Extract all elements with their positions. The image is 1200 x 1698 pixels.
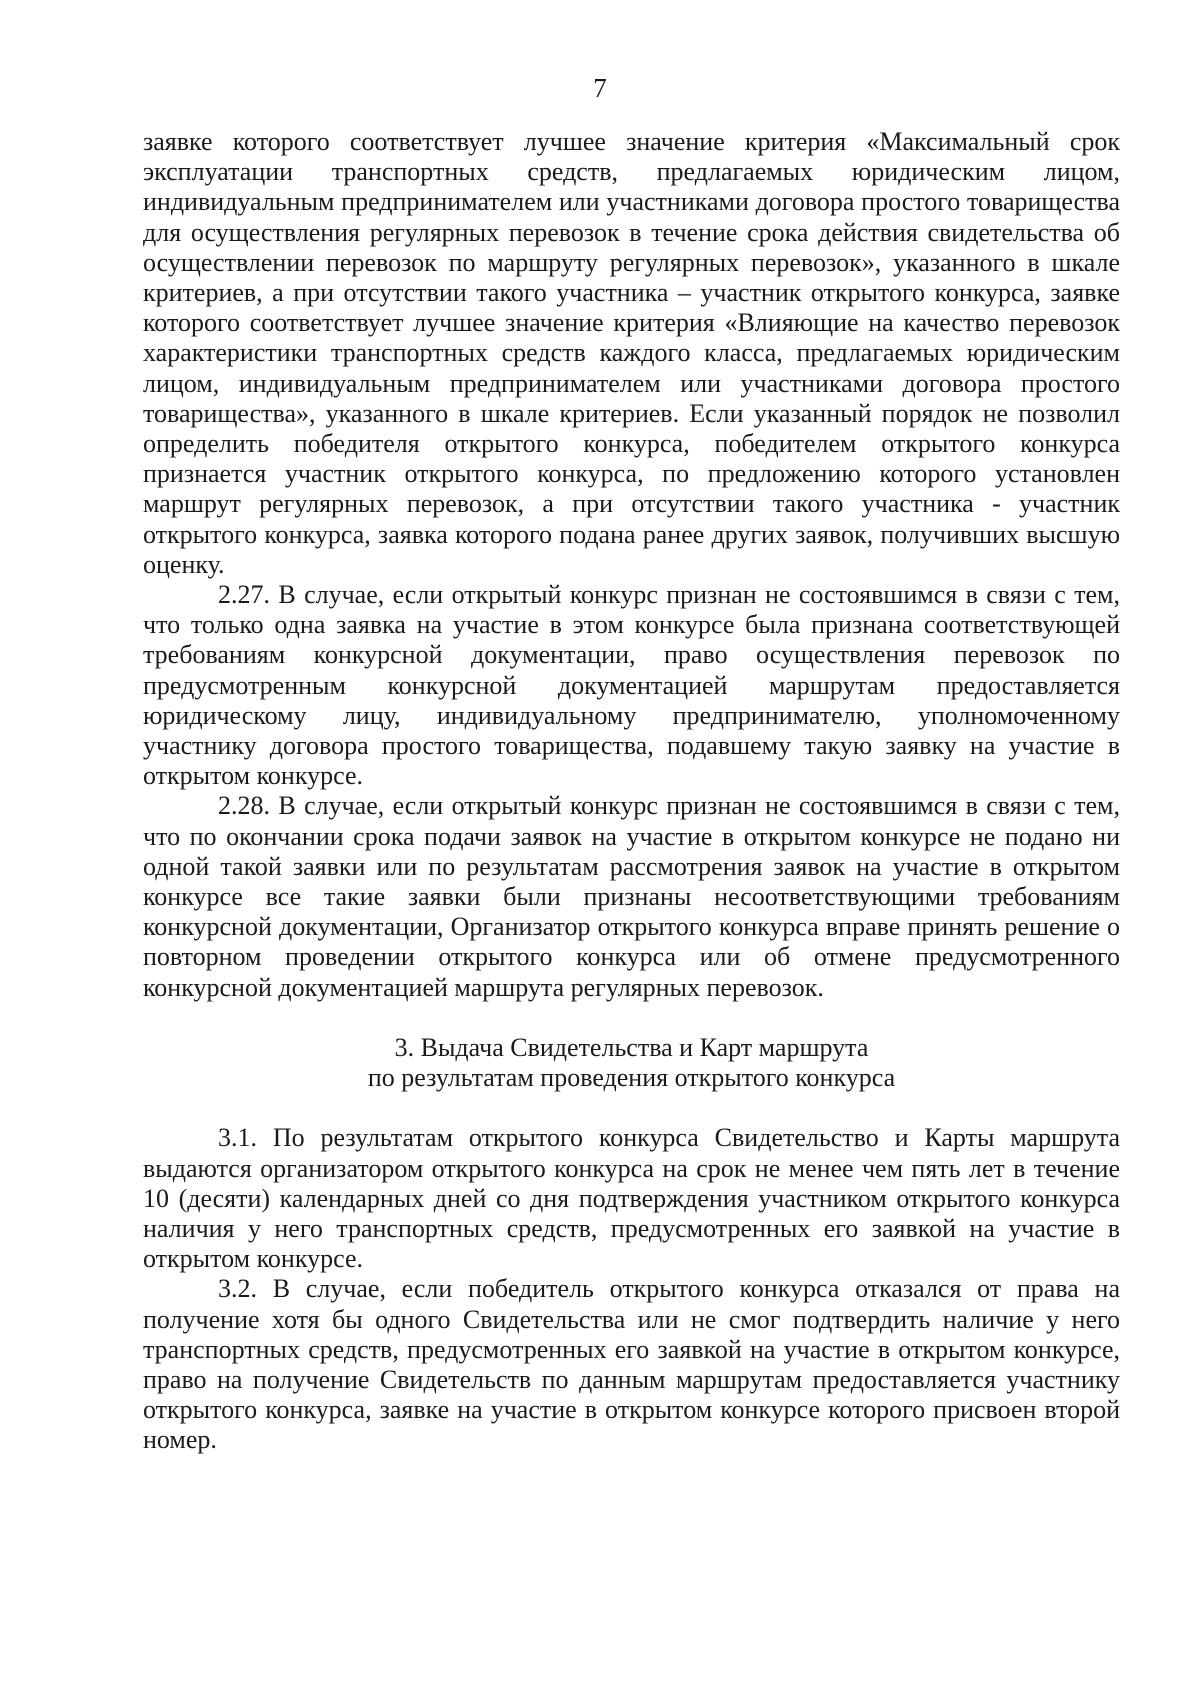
section-3-heading-line-2: по результатам проведения открытого конкурса — [367, 1063, 896, 1093]
paragraph-3-2: 3.2. В случае, если победитель открытого конкурса отказался от права на получение хотя бы одного Свидетельства или не смог подтвердить наличие у него транспортных средств, предусмотренных его заявкой на участие в открытом конкурсе, право на получение Свидетельств по данным маршрутам предоставляется участнику открытого конкурса, заявке на участие в открытом конкурсе которого присвоен второй номер. — [143, 1274, 1120, 1455]
page-number: 7 — [593, 73, 607, 103]
section-3-heading — [143, 1033, 1120, 1093]
paragraph-3-1: 3.1. По результатам открытого конкурса Свидетельство и Карты маршрута выдаются организатором открытого конкурса на срок не менее чем пять лет в течение 10 (десяти) календарных дней со дня подтверждения участником открытого конкурса наличия у него транспортных средств, предусмотренных его заявкой на участие в открытом конкурсе. — [143, 1123, 1120, 1274]
section-3-heading-line-1: 3. Выдача Свидетельства и Карт маршрута — [394, 1032, 869, 1062]
document-body — [143, 127, 1120, 1456]
paragraph-2-27: 2.27. В случае, если открытый конкурс признан не состоявшимся в связи с тем, что только одна заявка на участие в этом конкурсе была признана соответствующей требованиям конкурсной документации, право осуществления перевозок по предусмотренным конкурсной документацией маршрутам предоставляется юридическому лицу, индивидуальному предпринимателю, уполномоченному участнику договора простого товарищества, подавшему такую заявку на участие в открытом конкурсе. — [143, 580, 1120, 791]
paragraph-2-28: 2.28. В случае, если открытый конкурс признан не состоявшимся в связи с тем, что по окончании срока подачи заявок на участие в открытом конкурсе не подано ни одной такой заявки или по результатам рассмотрения заявок на участие в открытом конкурсе все такие заявки были признаны несоответствующими требованиям конкурсной документации, Организатор открытого конкурса вправе принять решение о повторном проведении открытого конкурса или об отмене предусмотренного конкурсной документацией маршрута регулярных перевозок. — [143, 791, 1120, 1002]
paragraph-continuation: заявке которого соответствует лучшее значение критерия «Максимальный срок эксплуатации транспортных средств, предлагаемых юридическим лицом, индивидуальным предпринимателем или участниками договора простого товарищества для осуществления регулярных перевозок в течение срока действия свидетельства об осуществлении перевозок по маршруту регулярных перевозок», указанного в шкале критериев, а при отсутствии такого участника – участник открытого конкурса, заявке которого соответствует лучшее значение критерия «Влияющие на качество перевозок характеристики транспортных средств каждого класса, предлагаемых юридическим лицом, индивидуальным предпринимателем или участниками договора простого товарищества», указанного в шкале критериев. Если указанный порядок не позволил определить победителя открытого конкурса, победителем открытого конкурса признается участник открытого конкурса, по предложению которого установлен маршрут регулярных перевозок, а при отсутствии такого участника - участник открытого конкурса, заявка которого подана ранее других заявок, получивших высшую оценку. — [143, 127, 1120, 579]
